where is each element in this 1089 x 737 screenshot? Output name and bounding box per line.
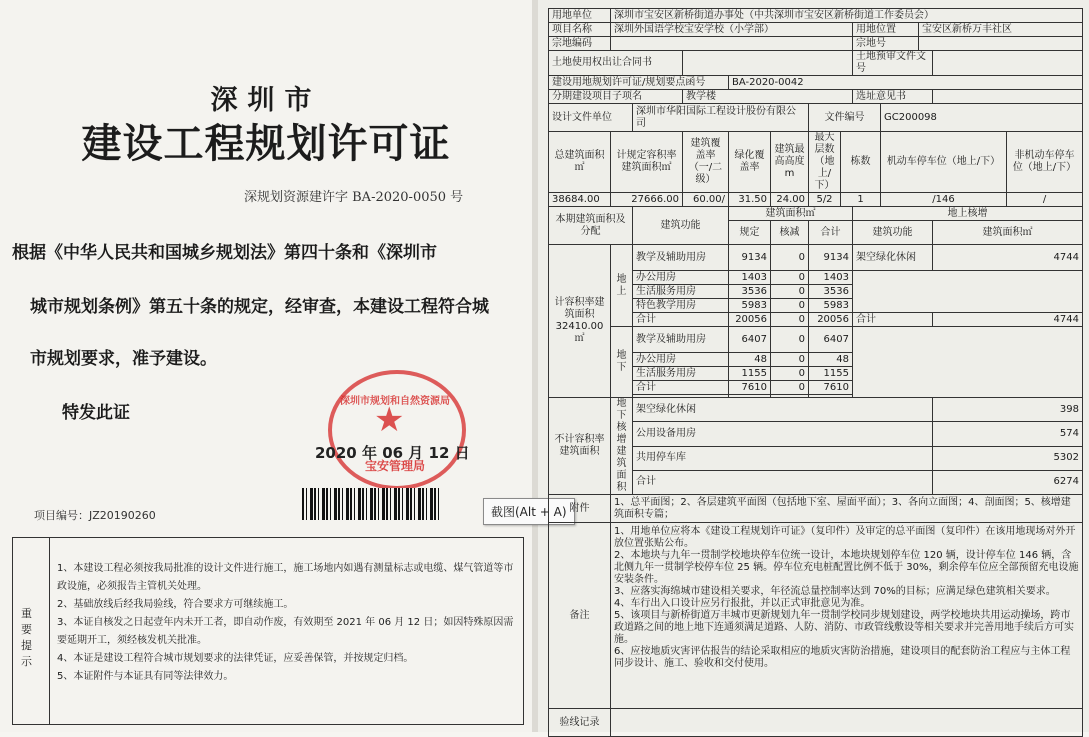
notice-item: 4、本证是建设工程符合城市规划要求的法律凭证，应妥善保管，并按规定归档。 (57, 653, 414, 664)
above-row-spec: 20056 (729, 313, 771, 327)
subproject-label: 分期建设项目子项名 (549, 90, 683, 104)
important-notice-box (12, 537, 524, 725)
metric-value-bike: / (1007, 193, 1083, 207)
parcel-code-label: 宗地编码 (549, 37, 611, 51)
metric-header-buildings: 栋数 (841, 132, 881, 193)
attachment-label: 附件 (549, 495, 611, 523)
barcode (302, 488, 442, 520)
below-row-name: 合计 (633, 381, 729, 395)
non-far-label: 不计容积率建筑面积 (549, 398, 611, 495)
above-row-name: 教学及辅助用房 (633, 245, 729, 271)
non-far-row-name: 架空绿化休闲 (633, 398, 933, 422)
attachment-value: 1、总平面图；2、各层建筑平面图（包括地下室、屋面平面）；3、各向立面图；4、剖面图；5、核增建筑面积专篇； (611, 495, 1083, 523)
above-row-total: 20056 (809, 313, 853, 327)
metric-header-far: 计规定容积率建筑面积㎡ (611, 132, 683, 193)
core-row-area: 4744 (933, 313, 1083, 327)
below-row-spec: 1155 (729, 367, 771, 381)
metric-value-green: 31.50 (729, 193, 771, 207)
notice-list (57, 560, 519, 686)
seal-text: 深圳市规划和自然资源局 (340, 396, 450, 407)
siting-value (933, 90, 1083, 104)
core-empty (853, 271, 1083, 313)
above-row-cut: 0 (771, 271, 809, 285)
seal-star-icon: ★ (374, 400, 405, 440)
above-row-cut: 0 (771, 245, 809, 271)
remark-item: 6、应按地质灾害评估报告的结论采取相应的地质灾害防治措施，建设项目的配套防治工程应与主体工程同步设计、施工、验收和交付使用。 (614, 646, 1071, 669)
screenshot-tooltip: 截图(Alt + A) (483, 498, 575, 525)
metric-value-total: 38684.00 (549, 193, 611, 207)
design-unit-value: 深圳市华阳国际工程设计股份有限公司 (633, 104, 809, 132)
parcel-no-label: 宗地号 (853, 37, 919, 51)
metric-value-height: 24.00 (771, 193, 809, 207)
inspection-label: 验线记录 (549, 709, 611, 737)
non-far-row-area: 6274 (933, 470, 1083, 494)
predoc-value (933, 51, 1083, 76)
area-header: 本期建筑面积及分配 (549, 207, 633, 245)
below-ground-label: 地下 (611, 327, 633, 398)
metric-value-floors: 5/2 (809, 193, 841, 207)
core-area-header: 建筑面积㎡ (933, 221, 1083, 245)
metric-header-floors: 最大层数（地上/下） (809, 132, 841, 193)
below-core-empty (853, 327, 1083, 398)
below-row-spec: 7610 (729, 381, 771, 395)
above-row-spec: 5983 (729, 299, 771, 313)
below-row-total: 6407 (809, 327, 853, 353)
design-unit-label: 设计文件单位 (549, 104, 633, 132)
non-far-row-name: 共用停车库 (633, 446, 933, 470)
notice-title: 重要提示 (21, 607, 32, 668)
sub-header-total: 合计 (809, 221, 853, 245)
below-row-cut: 0 (771, 327, 809, 353)
above-row-total: 5983 (809, 299, 853, 313)
metric-value-far: 27666.00 (611, 193, 683, 207)
above-ground-label: 地上 (611, 245, 633, 327)
remark-item: 2、本地块与九年一贯制学校地块停车位统一设计，本地块规划停车位 120 辆，设计停车位 146 辆，含北侧九年一贯制学校停车位 25 辆。停车位充电桩配置比例不低于 30%，剩余停车位应全部预留充电设施安装条件。 (614, 550, 1079, 585)
non-far-row-area: 5302 (933, 446, 1083, 470)
above-row-name: 特色教学用房 (633, 299, 729, 313)
notice-header (13, 538, 50, 724)
certificate-text-line-1: 根据《中华人民共和国城乡规划法》第四十条和《深圳市 (12, 243, 437, 263)
below-row-total: 1155 (809, 367, 853, 381)
notice-item: 1、本建设工程必须按我局批准的设计文件进行施工，施工场地内如遇有测量标志或电缆、煤气管道等市政设施，必须报告主管机关处理。 (57, 563, 514, 592)
file-no-label: 文件编号 (809, 104, 881, 132)
above-row-cut: 0 (771, 299, 809, 313)
above-row-cut: 0 (771, 285, 809, 299)
remark-item: 4、车行出入口设计应另行报批，并以正式审批意见为准。 (614, 598, 871, 609)
metric-header-bike: 非机动车停车位（地上/下） (1007, 132, 1083, 193)
certificate-text-line-2: 城市规划条例》第五十条的规定，经审查，本建设工程符合城 (30, 297, 489, 317)
core-row-name: 架空绿化休闲 (853, 245, 933, 271)
remark-item: 5、该项目与新桥街道万丰城市更新规划九年一贯制学校同步规划建设，两学校地块共用运动操场，跨市政道路之间的地上地下连通须满足道路、人防、消防、市政管线敷设等相关要求并完善用地手续后方可实施。 (614, 610, 1074, 645)
notice-item: 5、本证附件与本证具有同等法律效力。 (57, 671, 234, 682)
metric-value-buildings: 1 (841, 193, 881, 207)
certificate-city: 深圳市 (210, 85, 322, 116)
below-row-cut: 0 (771, 381, 809, 395)
metric-value-parking: /146 (881, 193, 1007, 207)
certificate-special: 特发此证 (62, 403, 130, 423)
above-row-total: 3536 (809, 285, 853, 299)
sub-header-cut: 核减 (771, 221, 809, 245)
below-row-name: 生活服务用房 (633, 367, 729, 381)
certificate-number: 深规划资源建许字 BA-2020-0050 号 (244, 190, 464, 205)
below-row-spec: 48 (729, 353, 771, 367)
project-label: 项目名称 (549, 23, 611, 37)
predoc-label: 土地预审文件文号 (853, 51, 933, 76)
inspection-value (611, 709, 1083, 737)
far-area-label: 计容积率建筑面积32410.00㎡ (549, 245, 611, 398)
sub-header-spec: 规定 (729, 221, 771, 245)
core-row-name: 合计 (853, 313, 933, 327)
user-value: 深圳市宝安区新桥街道办事处（中共深圳市宝安区新桥街道工作委员会） (611, 9, 1083, 23)
below-row-total: 48 (809, 353, 853, 367)
function-header: 建筑功能 (633, 207, 729, 245)
above-row-spec: 9134 (729, 245, 771, 271)
below-row-cut: 0 (771, 367, 809, 381)
contract-value (683, 51, 853, 76)
non-far-sub-label: 地下核增建筑面积 (611, 398, 633, 495)
parcel-no-value (919, 37, 1083, 51)
remarks-list (611, 523, 1083, 709)
location-value: 宝安区新桥万丰社区 (919, 23, 1083, 37)
metric-header-total: 总建筑面积㎡ (549, 132, 611, 193)
area-group-header: 建筑面积㎡ (729, 207, 853, 221)
metric-header-coverage: 建筑覆盖率（一/二级） (683, 132, 729, 193)
siting-label: 选址意见书 (853, 90, 933, 104)
below-row-cut: 0 (771, 353, 809, 367)
core-function-header: 建筑功能 (853, 221, 933, 245)
notice-item: 3、本证自核发之日起壹年内未开工者，即自动作废，有效期至 2021 年 06 月 12 日；如因特殊原因需要延期开工，须经核发机关批准。 (57, 617, 514, 646)
metric-header-green: 绿化覆盖率 (729, 132, 771, 193)
notice-item: 2、基础放线后经我局验线，符合要求方可继续施工。 (57, 599, 294, 610)
issue-date: 2020 年 06 月 12 日 (315, 444, 470, 462)
location-label: 用地位置 (853, 23, 919, 37)
non-far-row-area: 398 (933, 398, 1083, 422)
metric-header-height: 建筑最高高度m (771, 132, 809, 193)
permit-label: 建设用地规划许可证/规划要点函号 (549, 76, 729, 90)
permit-value: BA-2020-0042 (729, 76, 1083, 90)
project-number: 项目编号：JZ20190260 (34, 509, 156, 522)
above-row-total: 1403 (809, 271, 853, 285)
non-far-row-name: 公用设备用房 (633, 422, 933, 446)
above-row-cut: 0 (771, 313, 809, 327)
remarks-label: 备注 (549, 523, 611, 709)
above-row-spec: 1403 (729, 271, 771, 285)
certificate-title: 建设工程规划许可证 (81, 121, 451, 167)
below-row-name: 教学及辅助用房 (633, 327, 729, 353)
metric-value-coverage: 60.00/ (683, 193, 729, 207)
core-header: 地上核增 (853, 207, 1083, 221)
subproject-value: 教学楼 (683, 90, 853, 104)
parcel-code-value (611, 37, 853, 51)
project-value: 深圳外国语学校宝安学校（小学部） (611, 23, 853, 37)
remark-item: 1、用地单位应将本《建设工程规划许可证》（复印件）及审定的总平面图（复印件）在该用地现场对外开放位置张贴公布。 (614, 526, 1076, 549)
certificate-text-line-3: 市规划要求，准予建设。 (30, 349, 217, 369)
below-row-name: 办公用房 (633, 353, 729, 367)
above-row-name: 生活服务用房 (633, 285, 729, 299)
seal-subtitle: 宝安管理局 (364, 459, 425, 473)
user-label: 用地单位 (549, 9, 611, 23)
file-no-value: GC200098 (881, 104, 1083, 132)
remark-item: 3、应落实海绵城市建设相关要求，年径流总量控制率达到 70%的目标；应满足绿色建筑相关要求。 (614, 586, 1056, 597)
below-row-spec: 6407 (729, 327, 771, 353)
metric-header-parking: 机动车停车位（地上/下） (881, 132, 1007, 193)
above-row-spec: 3536 (729, 285, 771, 299)
contract-label: 土地使用权出让合同书 (549, 51, 683, 76)
core-row-area: 4744 (933, 245, 1083, 271)
non-far-row-area: 574 (933, 422, 1083, 446)
non-far-row-name: 合计 (633, 470, 933, 494)
permit-form-table (548, 8, 1083, 737)
above-row-total: 9134 (809, 245, 853, 271)
above-row-name: 办公用房 (633, 271, 729, 285)
below-row-total: 7610 (809, 381, 853, 395)
above-row-name: 合计 (633, 313, 729, 327)
